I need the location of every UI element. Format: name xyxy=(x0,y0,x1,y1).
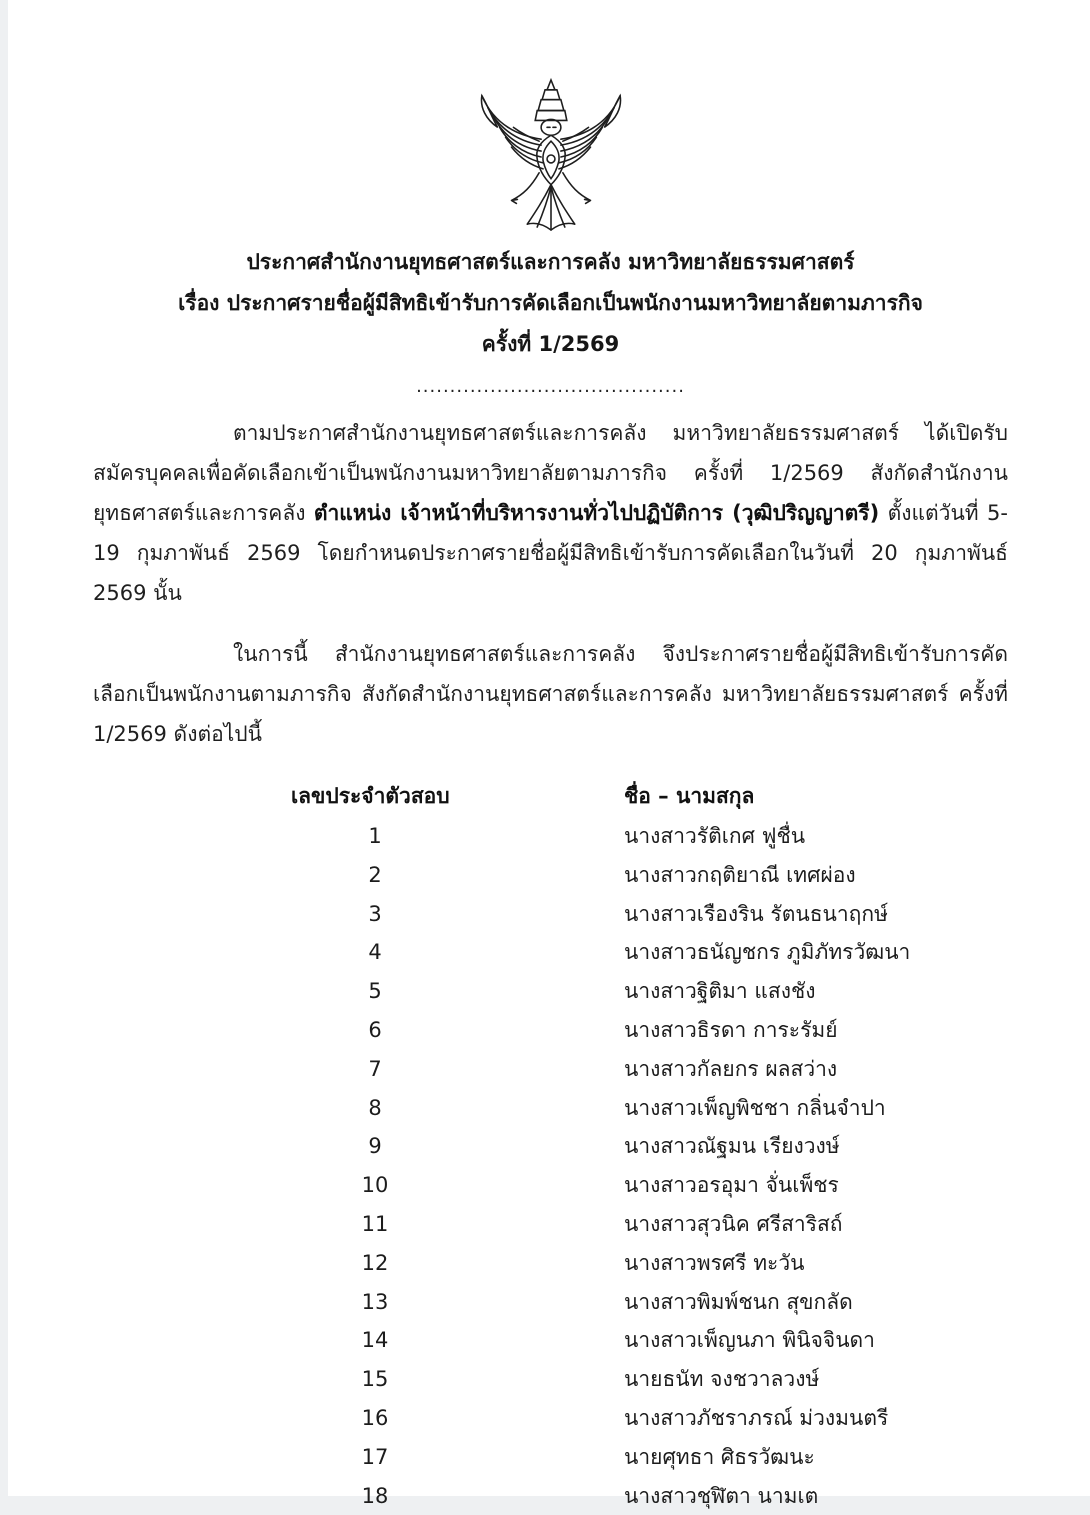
candidate-name: นางสาวธนัญชกร ภูมิภัทรวัฒนา xyxy=(624,940,911,965)
list-row xyxy=(93,817,1008,856)
candidate-name: นางสาวณัฐมน เรียงวงษ์ xyxy=(624,1134,840,1159)
exam-number: 6 xyxy=(368,1017,382,1042)
list-row xyxy=(93,972,1008,1011)
announcement-title xyxy=(93,242,1008,365)
candidate-name: นางสาวภัชราภรณ์ ม่วงมนตรี xyxy=(624,1405,889,1430)
candidate-name: นางสาวชุฬิตา นามเต xyxy=(624,1483,819,1508)
exam-number: 14 xyxy=(361,1328,389,1353)
paragraph1-part1: ตามประกาศสำนักงานยุทธศาสตร์และการคลัง มหาวิทยาลัยธรรมศาสตร์ ได้เปิดรับสมัครบุคคลเพื่อคัดเลือกเข้าเป็นพนักงานมหาวิทยาลัยตามภารกิจ ครั้งที่ 1/2569 สังกัดสำนักงานยุทธศาสตร์และการคลัง xyxy=(93,421,1008,525)
exam-number: 11 xyxy=(361,1211,389,1236)
list-row xyxy=(93,1050,1008,1089)
exam-number: 18 xyxy=(361,1483,389,1508)
candidate-name: นางสาวพิมพ์ชนก สุขกลัด xyxy=(624,1289,853,1314)
candidate-name: นายศุทธา ศิธรวัฒนะ xyxy=(624,1444,815,1469)
candidate-name: นางสาวพรศรี ทะวัน xyxy=(624,1250,805,1275)
list-row xyxy=(93,1089,1008,1128)
exam-number: 16 xyxy=(361,1405,389,1430)
exam-number: 8 xyxy=(368,1095,382,1120)
list-row xyxy=(93,1127,1008,1166)
list-row xyxy=(93,1244,1008,1283)
document-content xyxy=(8,76,1090,1515)
list-row xyxy=(93,1399,1008,1438)
list-header-row xyxy=(93,775,1008,817)
list-row xyxy=(93,1477,1008,1515)
list-row xyxy=(93,1205,1008,1244)
list-row xyxy=(93,895,1008,934)
candidate-name: นางสาวเรืองริน รัตนธนาฤกษ์ xyxy=(624,901,888,926)
list-row xyxy=(93,1011,1008,1050)
list-row xyxy=(93,1283,1008,1322)
candidate-name: นางสาวกฤติยาณี เทศผ่อง xyxy=(624,862,856,887)
title-line-issuer: ประกาศสำนักงานยุทธศาสตร์และการคลัง มหาวิทยาลัยธรรมศาสตร์ xyxy=(246,250,855,274)
list-row xyxy=(93,856,1008,895)
emblem-container xyxy=(93,76,1008,236)
exam-number: 10 xyxy=(361,1173,389,1198)
paragraph-announcement: ในการนี้ สำนักงานยุทธศาสตร์และการคลัง จึงประกาศรายชื่อผู้มีสิทธิเข้ารับการคัดเลือกเป็นพนักงานตามภารกิจ สังกัดสำนักงานยุทธศาสตร์และการคลัง มหาวิทยาลัยธรรมศาสตร์ ครั้งที่ 1/2569 ดังต่อไปนี้ xyxy=(93,642,1008,746)
exam-number: 5 xyxy=(368,979,382,1004)
exam-number: 1 xyxy=(368,824,382,848)
document-page xyxy=(8,0,1090,1508)
list-row xyxy=(93,1166,1008,1205)
paragraph1-position-bold: ตำแหน่ง เจ้าหน้าที่บริหารงานทั่วไปปฏิบัติการ (วุฒิปริญญาตรี) xyxy=(313,501,880,525)
exam-number: 4 xyxy=(368,940,382,965)
list-row xyxy=(93,1360,1008,1399)
candidate-name: นางสาวรัติเกศ ฟูชื่น xyxy=(624,824,806,848)
garuda-emblem-icon xyxy=(472,76,630,234)
candidate-list xyxy=(93,775,1008,1515)
exam-number: 9 xyxy=(368,1134,382,1159)
exam-number: 7 xyxy=(368,1056,382,1081)
list-rows xyxy=(93,817,1008,1515)
title-line-round: ครั้งที่ 1/2569 xyxy=(481,332,620,356)
candidate-name: นางสาวฐิติมา แสงชัง xyxy=(624,979,816,1004)
exam-number: 13 xyxy=(361,1289,389,1314)
dotted-divider: ........................................ xyxy=(416,376,685,397)
candidate-name: นายธนัท จงชวาลวงษ์ xyxy=(624,1367,820,1392)
exam-number: 17 xyxy=(361,1444,389,1469)
candidate-name: นางสาวอรอุมา จั่นเพ็ชร xyxy=(624,1173,839,1198)
candidate-name: นางสาวเพ็ญพิชชา กลิ่นจำปา xyxy=(624,1095,886,1120)
exam-number: 2 xyxy=(368,862,382,887)
list-row xyxy=(93,1438,1008,1477)
list-row xyxy=(93,933,1008,972)
candidate-name: นางสาวสุวนิค ศรีสาริสถ์ xyxy=(624,1211,843,1236)
list-row xyxy=(93,1321,1008,1360)
exam-number: 12 xyxy=(361,1250,389,1275)
title-line-subject: เรื่อง ประกาศรายชื่อผู้มีสิทธิเข้ารับการคัดเลือกเป็นพนักงานมหาวิทยาลัยตามภารกิจ xyxy=(178,291,923,315)
paragraph-background xyxy=(93,413,1008,613)
header-full-name: ชื่อ – นามสกุล xyxy=(624,784,755,808)
exam-number: 3 xyxy=(368,901,382,926)
candidate-name: นางสาวกัลยกร ผลสว่าง xyxy=(624,1056,838,1081)
exam-number: 15 xyxy=(361,1367,389,1392)
candidate-name: นางสาวธิรดา การะรัมย์ xyxy=(624,1017,838,1042)
paragraph1-part2: ตั้งแต่วันที่ 5-19 กุมภาพันธ์ 2569 โดยกำหนดประกาศรายชื่อผู้มีสิทธิเข้ารับการคัดเลือกในวันที่ 20 กุมภาพันธ์ 2569 นั้น xyxy=(93,501,1008,605)
header-exam-number: เลขประจำตัวสอบ xyxy=(291,784,450,808)
candidate-name: นางสาวเพ็ญนภา พินิจจินดา xyxy=(624,1328,875,1353)
